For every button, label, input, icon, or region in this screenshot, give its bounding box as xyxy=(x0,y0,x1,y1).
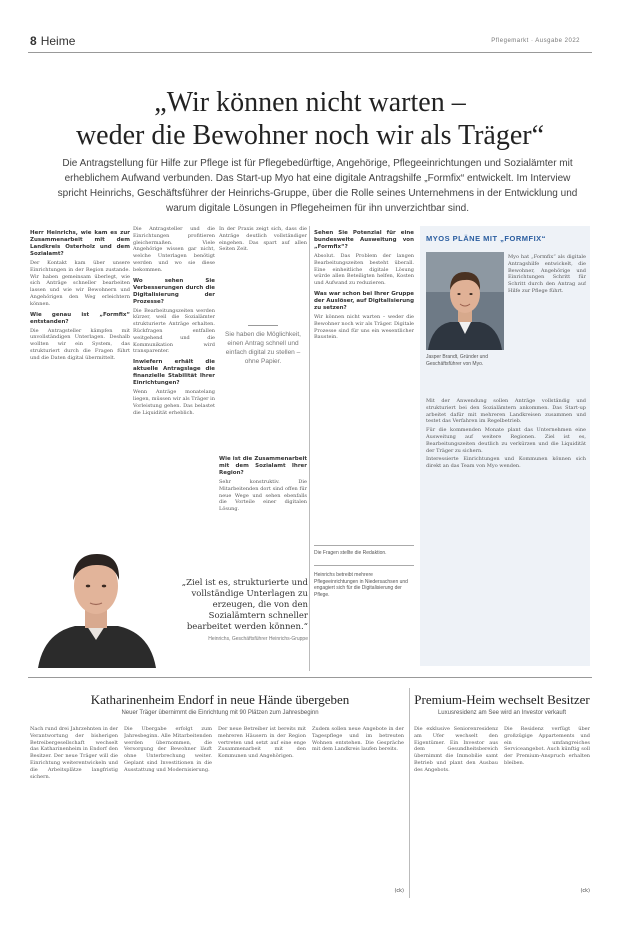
pull-quote-rule xyxy=(248,325,278,326)
headline-line-1: „Wir können nicht warten – xyxy=(154,87,466,118)
interview-question: Herr Heinrichs, wie kam es zur Zusammenarbeit mit dem Landkreis Osterholz und dem Sozialamt? xyxy=(30,230,130,257)
sidebar-title: MYOS PLÄNE MIT „FORMFIX“ xyxy=(426,234,546,243)
story-1-column-1: Nach rund drei Jahrzehnten in der Verantwortung der bisherigen Betreibergesellschaft wechselt das Katharinenheim in Endorf den Besitzer. Der neue Träger will die Einrichtung weiterentwickeln und die Arbeitsplätze langfristig sichern. xyxy=(30,726,118,780)
story-1-subtitle: Neuer Träger übernimmt die Einrichtung mit 90 Plätzen zum Jahresbeginn xyxy=(121,710,319,716)
interview-answer: Der Kontakt kam über unsere Einrichtungen in der Region zustande. Wir haben gemeinsam überlegt, wie sich Anträge schneller bearbeiten lassen und wie wir Bewohnern und Angehörigen den Weg erleichtern können. xyxy=(30,260,130,307)
interview-question: Inwiefern erhält die aktuelle Antragslage die finanzielle Stabilität Ihrer Einrichtungen? xyxy=(133,359,215,387)
sidebar-intro-text: Myo hat „Formfix“ als digitale Antragshilfe entwickelt, die Bewohner, Angehörige und Einrichtungen Schritt für Schritt durch den Antrag auf Hilfe zur Pflege führt. xyxy=(508,254,586,294)
sidebar-intro xyxy=(508,254,586,394)
article-column-3-bottom xyxy=(219,452,307,562)
section-name: Heime xyxy=(40,34,76,48)
quote-text: „Ziel ist es, strukturierte und vollständige Unterlagen zu erzeugen, die von den Sozialämtern schneller bearbeitet werden können.“ xyxy=(181,578,308,632)
interview-question: Wie ist die Zusammenarbeit mit dem Sozialamt Ihrer Region? xyxy=(219,456,307,476)
column-divider xyxy=(309,226,310,671)
sidebar-paragraph: Mit der Anwendung sollen Anträge vollständig und strukturiert bei den Sozialämtern ankommen. Das Start-up arbeitet dafür mit mehreren Landkreisen zusammen und testet das Verfahren im Regelbetrieb. xyxy=(426,398,586,425)
story-2-signature: (ck) xyxy=(580,888,590,894)
article-column-4 xyxy=(314,226,414,536)
header-rule xyxy=(28,52,592,53)
interview-question: Wo sehen Sie Verbesserungen durch die Digitalisierung der Prozesse? xyxy=(133,277,215,305)
page-header xyxy=(30,34,75,48)
section-rule xyxy=(28,677,592,678)
article-headline xyxy=(30,86,590,152)
interview-question: Sehen Sie Potenzial für eine bundesweite Ausweitung von „Formfix“? xyxy=(314,230,414,250)
pull-quote-text: Sie haben die Möglichkeit, einen Antrag schnell und einfach digital zu stellen – ohne Papier. xyxy=(225,331,301,365)
interview-answer: Wir können nicht warten – weder die Bewohner noch wir als Träger. Digitale Prozesse sind für uns ein wesentlicher Baustein. xyxy=(314,313,414,341)
sidebar-photo-caption: Jasper Brandt, Gründer und Geschäftsführer von Myo. xyxy=(426,354,488,367)
story-1-column-3: Der neue Betreiber ist bereits mit mehreren Häusern in der Region vertreten und setzt auf eine enge Zusammenarbeit mit den Kommunen und Angehörigen. xyxy=(218,726,306,760)
interview-footer: Die Fragen stellte die Redaktion. xyxy=(314,550,387,556)
quote-block xyxy=(165,578,308,642)
interview-answer: In der Praxis zeigt sich, dass die Anträge deutlich vollständiger eingehen. Das spart auf allen Seiten Zeit. xyxy=(219,226,307,253)
quote-source: Heinrichs, Geschäftsführer Heinrichs-Gruppe xyxy=(208,636,308,642)
publication-name: Pflegemarkt · Ausgabe 2022 xyxy=(491,38,580,44)
page-number: 8 xyxy=(30,34,37,48)
headline-line-2: weder die Bewohner noch wir als Träger“ xyxy=(75,120,545,151)
interview-answer: Absolut. Das Problem der langen Bearbeitungszeiten besteht überall. Eine einheitliche digitale Lösung würde allen Beteiligten helfen, Kosten und Aufwand zu reduzieren. xyxy=(314,253,414,287)
sidebar-body xyxy=(426,398,586,666)
story-1-title: Katharinenheim Endorf in neue Hände übergeben xyxy=(90,692,350,707)
sidebar-paragraph: Für die kommenden Monate plant das Unternehmen eine Ausweitung auf weitere Regionen. Ziel ist es, Bearbeitungszeiten deutlich zu verkürzen und die Liquidität der Träger zu sichern. xyxy=(426,427,586,454)
sidebar-photo xyxy=(426,252,504,350)
interview-answer: Die Bearbeitungszeiten werden kürzer, weil die Sozialämter strukturierte Anträge erhalten. Rückfragen entfallen weitgehend und die Kommunikation wird transparenter. xyxy=(133,307,215,355)
column-4-rule-2 xyxy=(314,565,414,566)
story-divider xyxy=(409,688,410,898)
pull-quote xyxy=(222,325,304,366)
sidebar-paragraph: Interessierte Einrichtungen und Kommunen können sich direkt an das Team von Myo wenden. xyxy=(426,456,586,470)
interview-question: Was war schon bei Ihrer Gruppe der Auslöser, auf Digitalisierung zu setzen? xyxy=(314,290,414,311)
column-4-rule xyxy=(314,545,414,546)
interviewee-note: Heinrichs betreibt mehrere Pflegeeinrichtungen in Niedersachsen und engagiert sich für die Digitalisierung der Pflege. xyxy=(314,572,408,598)
article-column-1 xyxy=(30,226,130,526)
story-2-column-1: Die exklusive Seniorenresidenz am Ufer wechselt den Eigentümer. Ein Investor aus dem Gesundheitsbereich übernimmt die Immobilie samt Betrieb und plant den Ausbau des Angebots. xyxy=(414,726,498,773)
story-1-signature: (ck) xyxy=(394,888,404,894)
founder-portrait xyxy=(426,252,504,350)
interview-answer: Die Antragsteller und die Einrichtungen profitieren gleichermaßen. Viele Angehörige wissen gar nicht, welche Unterlagen benötigt werden und wo sie diese bekommen. xyxy=(133,226,215,273)
story-1-column-2: Die Übergabe erfolgt zum Jahresbeginn. Alle Mitarbeitenden werden übernommen, die Versorgung der Bewohner läuft ohne Unterbrechung weiter. Geplant sind Investitionen in die Ausstattung und Modernisierung. xyxy=(124,726,212,773)
article-lede: Die Antragstellung für Hilfe zur Pflege ist für Pflegebedürftige, Angehörige, Pflegeeinrichtungen und Sozialämter mit erheblichem Aufwand verbunden. Das Start-up Myo hat eine digitale Antragshilfe „Formfix“ entwickelt. Im Interview spricht Heinrichs, Geschäftsführer der Heinrichs-Gruppe, über die Rolle seines Unternehmens in der Entwicklung und warum digitale Lösungen in Pflegeheimen für ihn unverzichtbar sind. xyxy=(57,158,578,214)
interview-answer: Sehr konstruktiv. Die Mitarbeitenden dort sind offen für neue Wege und sehen ebenfalls die Vorteile einer digitalen Lösung. xyxy=(219,479,307,513)
story-2-column-2: Die Residenz verfügt über großzügige Appartements und ein umfangreiches Serviceangebot. Auch künftig soll der Premium-Anspruch erhalten bleiben. xyxy=(504,726,590,766)
story-2-title: Premium-Heim wechselt Besitzer xyxy=(414,692,590,707)
story-1-column-4: Zudem sollen neue Angebote in der Tagespflege und im betreuten Wohnen entstehen. Die Gespräche mit dem Landkreis laufen bereits. xyxy=(312,726,404,753)
interview-answer: Wenn Anträge monatelang liegen, müssen wir als Träger in Vorleistung gehen. Das belastet die Liquidität erheblich. xyxy=(133,389,215,416)
article-column-3-top xyxy=(219,226,307,321)
interview-question: Wie genau ist „Formfix“ entstanden? xyxy=(30,311,130,325)
interview-answer: Die Antragsteller kämpfen mit unvollständigen Unterlagen. Deshalb wollten wir ein System, das strukturiert durch die Fragen führt und die Daten digital übermittelt. xyxy=(30,327,130,361)
article-column-2 xyxy=(133,226,215,556)
story-2-subtitle: Luxusresidenz am See wird an Investor verkauft xyxy=(437,710,567,716)
